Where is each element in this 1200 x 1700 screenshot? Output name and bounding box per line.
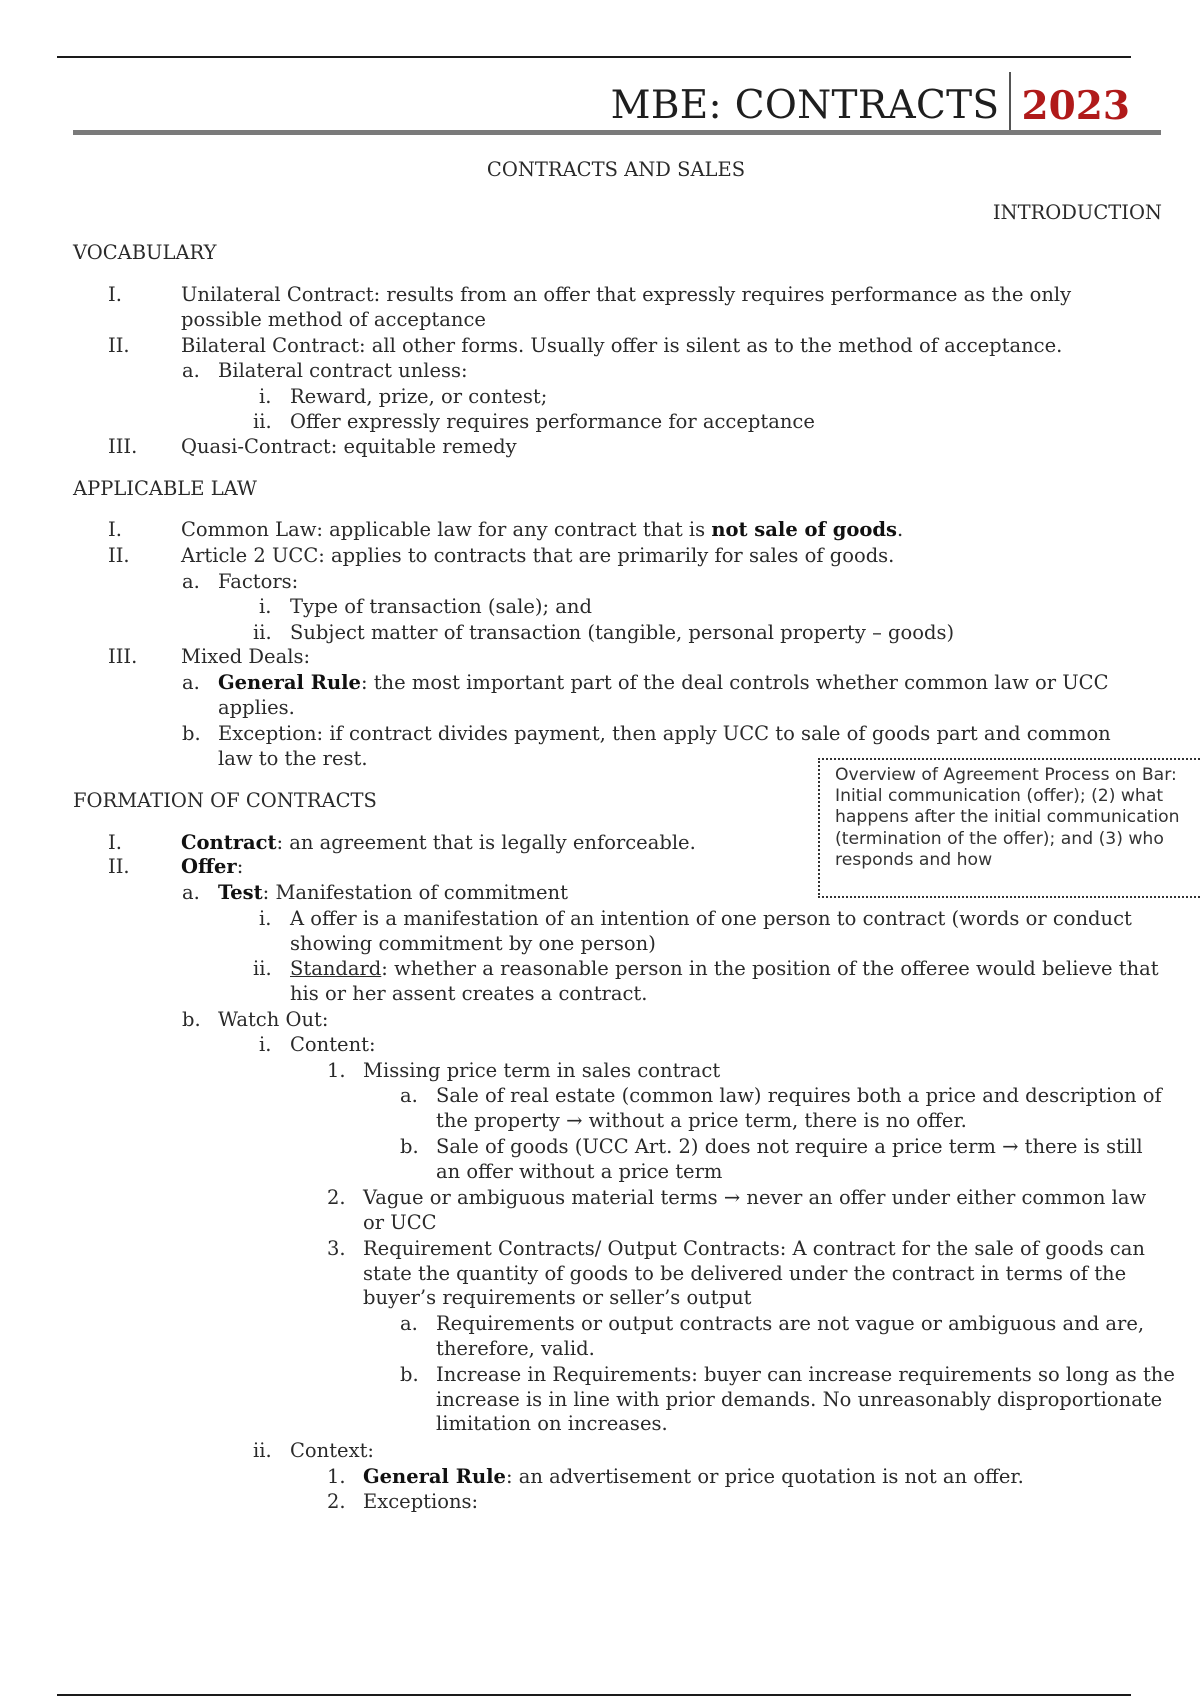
list-marker: b. <box>400 1135 419 1158</box>
header-title: MBE: CONTRACTS <box>610 83 1000 128</box>
list-marker: III. <box>108 645 138 668</box>
list-item: Increase in Requirements: buyer can increase requirements so long as the increase is in line with prior demands. No unreasonably disproportionate limitation on increases. <box>436 1363 1175 1435</box>
header-year: 2023 <box>1021 83 1130 129</box>
list-marker: II. <box>108 544 130 567</box>
list-marker: a. <box>182 881 200 904</box>
list-item: Reward, prize, or contest; <box>290 385 548 408</box>
applicable-law-heading: APPLICABLE LAW <box>73 477 257 500</box>
list-marker: ii. <box>253 957 272 980</box>
list-item: Article 2 UCC: applies to contracts that are primarily for sales of goods. <box>181 544 895 567</box>
list-marker: i. <box>259 907 272 930</box>
list-marker: b. <box>182 722 201 745</box>
list-item: Missing price term in sales contract <box>363 1059 721 1082</box>
list-marker: II. <box>108 334 130 357</box>
list-marker: a. <box>182 359 200 382</box>
section-title: INTRODUCTION <box>992 201 1162 224</box>
list-marker: i. <box>259 1033 272 1056</box>
list-item: Test: Manifestation of commitment <box>218 881 568 904</box>
list-item: Exceptions: <box>363 1490 479 1513</box>
list-marker: a. <box>182 570 200 593</box>
list-marker: a. <box>400 1312 418 1335</box>
list-item: Standard: whether a reasonable person in the position of the offeree would believe that his or her assent creates a contract. <box>290 957 1159 1005</box>
list-marker: i. <box>259 385 272 408</box>
list-item: Factors: <box>218 570 299 593</box>
list-marker: i. <box>259 595 272 618</box>
list-item: Sale of goods (UCC Art. 2) does not require a price term → there is still an offer without a price term <box>436 1135 1143 1183</box>
list-marker: ii. <box>253 621 272 644</box>
list-marker: I. <box>108 283 122 306</box>
list-marker: 2. <box>327 1490 346 1513</box>
list-item: Common Law: applicable law for any contract that is not sale of goods. <box>181 518 904 541</box>
overview-callout-box <box>818 758 1200 898</box>
document-header <box>611 72 1130 132</box>
list-item: Content: <box>290 1033 376 1056</box>
list-item: General Rule: the most important part of the deal controls whether common law or UCC applies. <box>218 671 1109 719</box>
list-item: Exception: if contract divides payment, then apply UCC to sale of goods part and common law to the rest. <box>218 722 1111 770</box>
callout-text: Initial communication (offer); (2) what happens after the initial communication (termination of the offer); and (3) who responds and how <box>835 786 1180 870</box>
list-item: Subject matter of transaction (tangible, personal property – goods) <box>290 621 955 644</box>
list-marker: III. <box>108 435 138 458</box>
list-marker: ii. <box>253 1439 272 1462</box>
list-item: Bilateral Contract: all other forms. Usually offer is silent as to the method of acceptance. <box>181 334 1063 357</box>
document-title: CONTRACTS AND SALES <box>486 158 746 181</box>
list-item: Quasi-Contract: equitable remedy <box>181 435 517 458</box>
list-item: General Rule: an advertisement or price quotation is not an offer. <box>363 1465 1024 1488</box>
list-item: Watch Out: <box>218 1008 329 1031</box>
list-item: Offer expressly requires performance for acceptance <box>290 410 815 433</box>
vocabulary-heading: VOCABULARY <box>73 241 217 264</box>
list-marker: 1. <box>327 1059 346 1082</box>
list-marker: ii. <box>253 410 272 433</box>
list-item: Bilateral contract unless: <box>218 359 468 382</box>
list-marker: I. <box>108 831 122 854</box>
list-marker: 2. <box>327 1186 346 1209</box>
top-rule <box>57 56 1131 58</box>
list-item: A offer is a manifestation of an intention of one person to contract (words or conduct showing commitment by one person) <box>290 907 1132 955</box>
list-marker: b. <box>400 1363 419 1386</box>
list-item: Contract: an agreement that is legally enforceable. <box>181 831 696 854</box>
list-marker: II. <box>108 855 130 878</box>
bottom-rule <box>57 1694 1131 1696</box>
callout-title: Overview of Agreement Process on Bar: <box>835 765 1177 785</box>
list-item: Vague or ambiguous material terms → never an offer under either common law or UCC <box>363 1186 1147 1234</box>
list-item: Requirement Contracts/ Output Contracts: A contract for the sale of goods can state the quantity of goods to be delivered under the contract in terms of the buyer’s requirements or seller’s output <box>363 1237 1145 1309</box>
list-item: Sale of real estate (common law) requires both a price and description of the property → without a price term, there is no offer. <box>436 1084 1162 1132</box>
list-marker: a. <box>182 671 200 694</box>
list-marker: 3. <box>327 1237 346 1260</box>
list-marker: 1. <box>327 1465 346 1488</box>
header-rule <box>73 130 1161 135</box>
list-item: Context: <box>290 1439 374 1462</box>
list-item: Type of transaction (sale); and <box>290 595 592 618</box>
list-item: Requirements or output contracts are not vague or ambiguous and are, therefore, valid. <box>436 1312 1145 1360</box>
list-marker: b. <box>182 1008 201 1031</box>
list-item: Mixed Deals: <box>181 645 311 668</box>
list-item: Unilateral Contract: results from an offer that expressly requires performance as the only possible method of acceptance <box>181 283 1072 331</box>
formation-heading: FORMATION OF CONTRACTS <box>73 789 377 812</box>
list-item: Offer: <box>181 855 244 878</box>
list-marker: I. <box>108 518 122 541</box>
list-marker: a. <box>400 1084 418 1107</box>
